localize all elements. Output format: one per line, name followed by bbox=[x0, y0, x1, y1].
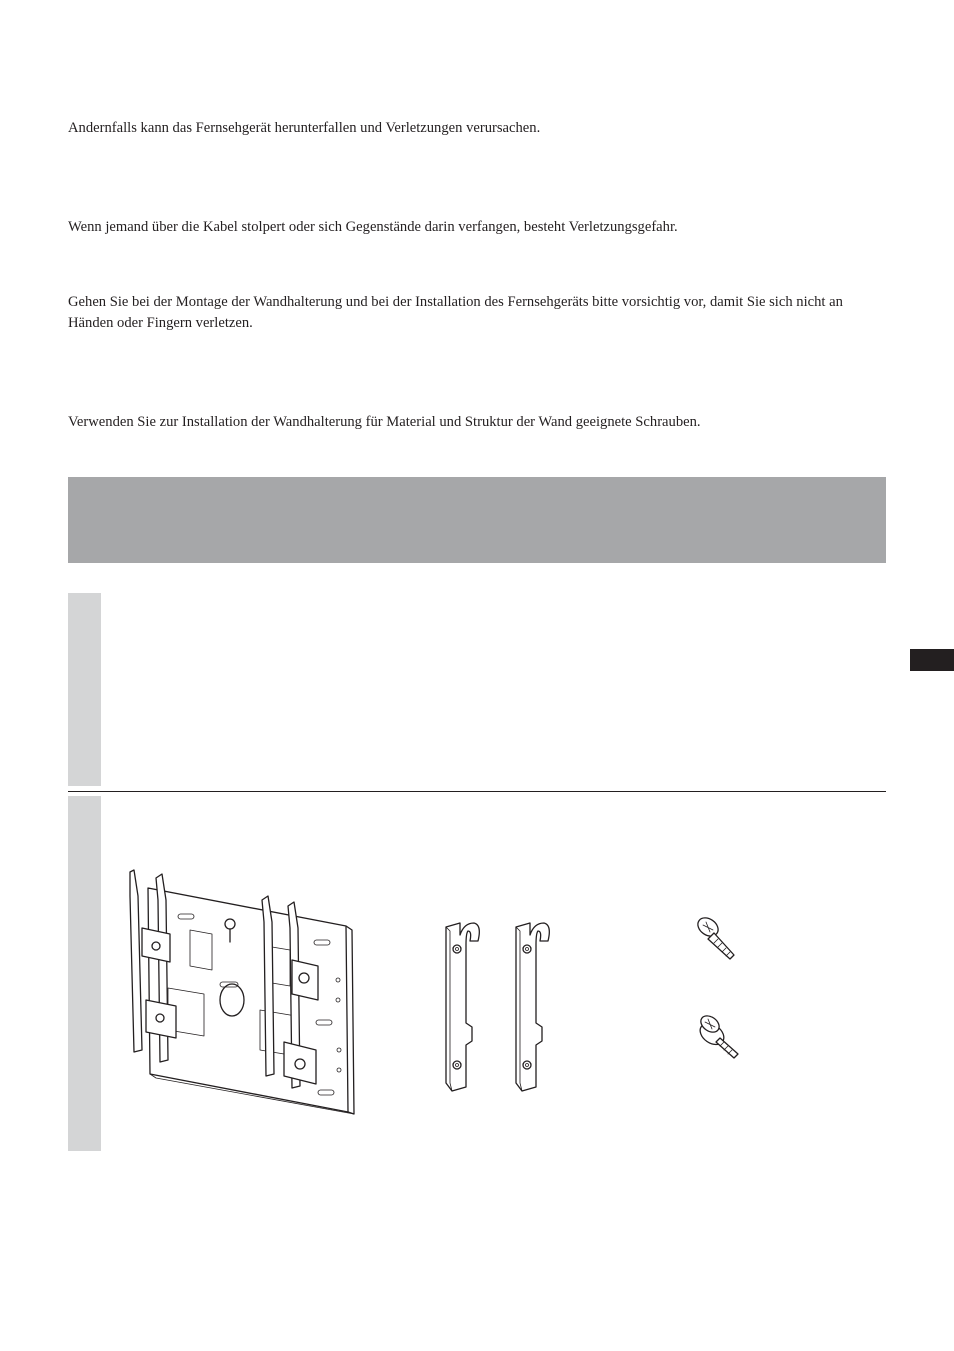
wall-bracket-illustration bbox=[120, 860, 360, 1120]
divider-line bbox=[68, 791, 886, 792]
paragraph-fall-warning: Andernfalls kann das Fernsehgerät herunterfallen und Verletzungen verursachen. bbox=[68, 120, 541, 136]
paragraph-cable-warning: Wenn jemand über die Kabel stolpert oder sich Gegenstände darin verfangen, besteht Verletzungsgefahr. bbox=[68, 219, 678, 235]
hanging-hooks-illustration bbox=[438, 915, 578, 1095]
sidebar-block-upper bbox=[68, 593, 101, 786]
screw-with-washer-illustration bbox=[694, 1010, 750, 1062]
section-header-banner bbox=[68, 477, 886, 563]
sidebar-block-lower bbox=[68, 796, 101, 1151]
paragraph-hand-warning: Gehen Sie bei der Montage der Wandhalterung und bei der Installation des Fernsehgeräts bitte vorsichtig vor, damit Sie sich nicht an Händen oder Fingern verletzen. bbox=[68, 294, 843, 331]
screw-illustration bbox=[694, 915, 746, 965]
page-edge-tab bbox=[910, 649, 954, 671]
paragraph-screw-note: Verwenden Sie zur Installation der Wandhalterung für Material und Struktur der Wand geeignete Schrauben. bbox=[68, 414, 701, 430]
